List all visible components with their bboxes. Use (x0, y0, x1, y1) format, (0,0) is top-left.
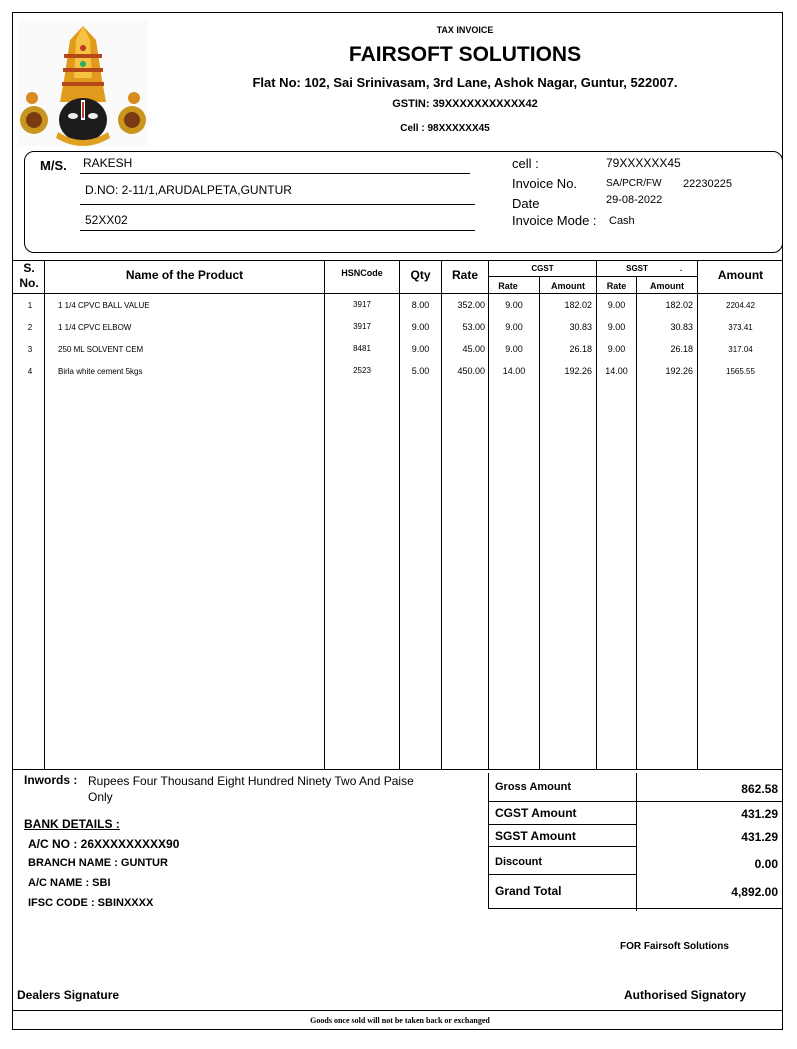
col-divider (488, 260, 489, 769)
cell-product: 1 1/4 CPVC BALL VALUE (58, 301, 150, 310)
cell-cgst-amt: 30.83 (569, 322, 592, 332)
total-value: 4,892.00 (731, 885, 778, 899)
col-divider (441, 260, 442, 769)
header-hsn: HSNCode (341, 268, 383, 278)
cell-sgst-amt: 26.18 (670, 344, 693, 354)
col-divider (596, 260, 597, 769)
inwords-line2: Only (88, 790, 113, 804)
total-value: 862.58 (741, 782, 778, 796)
date-label: Date (512, 196, 540, 211)
total-label: CGST Amount (495, 806, 577, 820)
invoice-date: 29-08-2022 (606, 194, 663, 206)
party-address: D.NO: 2-11/1,ARUDALPETA,GUNTUR (85, 183, 292, 197)
cell-sno: 1 (27, 301, 33, 310)
cell-qty: 9.00 (411, 322, 430, 332)
cell-cgst-amt: 192.26 (564, 366, 592, 376)
cell-cgst-rate: 9.00 (505, 322, 523, 332)
header-sgst-amount: Amount (650, 281, 684, 291)
cell-product: 250 ML SOLVENT CEM (58, 345, 144, 354)
col-divider (324, 260, 325, 769)
tax-subheader-line (488, 276, 697, 277)
party-cell: 79XXXXXX45 (606, 156, 681, 170)
total-value: 0.00 (754, 857, 778, 871)
company-name: FAIRSOFT SOLUTIONS (348, 43, 582, 66)
bank-ac-no: A/C NO : 26XXXXXXXXX90 (28, 837, 180, 851)
invoice-mode: Cash (609, 215, 635, 227)
table-top-line (12, 260, 783, 261)
cell-cgst-rate: 9.00 (505, 344, 523, 354)
total-value: 431.29 (741, 830, 778, 844)
cell-sno: 3 (27, 345, 33, 354)
for-company: FOR Fairsoft Solutions (620, 941, 729, 952)
cell-sgst-rate: 9.00 (607, 344, 626, 354)
address-underline (80, 204, 475, 205)
cell-amount: 2204.42 (726, 301, 755, 310)
cell-hsn: 8481 (353, 344, 371, 353)
header-cgst: CGST (531, 264, 554, 273)
inwords-label: Inwords : (24, 773, 78, 787)
mode-label: Invoice Mode : (512, 213, 597, 228)
header-cgst-rate: Rate (498, 281, 518, 291)
header-qty: Qty (410, 268, 431, 282)
bank-ifsc: IFSC CODE : SBINXXXX (28, 897, 154, 909)
header-sno: S. (23, 261, 35, 275)
col-divider (697, 260, 698, 769)
dealers-signature: Dealers Signature (17, 988, 120, 1002)
invoice-no: 22230225 (683, 178, 732, 190)
invoice-prefix: SA/PCR/FW (606, 178, 662, 189)
col-divider (399, 260, 400, 769)
cell-amount: 317.04 (728, 345, 753, 354)
cell-amount: 373.41 (728, 323, 753, 332)
total-value: 431.29 (741, 807, 778, 821)
cell-cgst-rate: 9.00 (505, 300, 523, 310)
bank-branch: BRANCH NAME : GUNTUR (28, 857, 168, 869)
cell-amount: 1565.55 (726, 367, 755, 376)
cell-sgst-rate: 14.00 (605, 366, 628, 376)
cell-qty: 8.00 (411, 300, 430, 310)
footer-line (12, 1010, 783, 1011)
goods-note: Goods once sold will not be taken back or exchanged (310, 1016, 490, 1025)
cell-sgst-amt: 30.83 (670, 322, 693, 332)
company-gstin: GSTIN: 39XXXXXXXXXXX42 (392, 98, 538, 110)
bank-ac-name: A/C NAME : SBI (28, 877, 111, 889)
deity-logo (18, 20, 148, 146)
total-label: Discount (495, 856, 543, 868)
company-address: Flat No: 102, Sai Srinivasam, 3rd Lane, Ashok Nagar, Guntur, 522007. (252, 75, 678, 90)
cell-product: Birla white cement 5kgs (58, 367, 143, 376)
cell-sgst-rate: 9.00 (607, 300, 626, 310)
total-label: Grand Total (495, 884, 562, 898)
header-sgst-mark: . (680, 264, 683, 273)
cell-rate: 53.00 (462, 322, 485, 332)
cell-hsn: 2523 (353, 366, 371, 375)
cell-sno: 4 (27, 367, 33, 376)
cell-sno: 2 (27, 323, 33, 332)
name-underline (80, 173, 470, 174)
table-header-line (12, 293, 783, 294)
inwords-line1: Rupees Four Thousand Eight Hundred Ninety Two And Paise (88, 774, 414, 788)
party-code: 52XX02 (85, 213, 128, 227)
header-sgst-rate: Rate (606, 281, 627, 291)
authorised-signatory: Authorised Signatory (624, 988, 747, 1002)
cell-sgst-amt: 182.02 (665, 300, 693, 310)
cell-cgst-amt: 26.18 (569, 344, 592, 354)
cell-label: cell : (512, 156, 539, 171)
header-sgst: SGST (626, 264, 648, 273)
cell-sgst-rate: 9.00 (607, 322, 626, 332)
cell-qty: 9.00 (411, 344, 430, 354)
ms-label: M/S. (40, 158, 67, 173)
bank-title: BANK DETAILS : (24, 817, 120, 831)
col-divider (44, 260, 45, 769)
code-underline (80, 230, 475, 231)
total-label: Gross Amount (495, 781, 571, 793)
cell-cgst-amt: 182.02 (564, 300, 592, 310)
header-cgst-amount: Amount (551, 281, 585, 291)
cell-qty: 5.00 (411, 366, 430, 376)
doc-type: TAX INVOICE (436, 25, 494, 35)
cell-sgst-amt: 192.26 (665, 366, 693, 376)
invoice-no-label: Invoice No. (512, 176, 578, 191)
cell-rate: 450.00 (457, 366, 485, 376)
cell-product: 1 1/4 CPVC ELBOW (58, 323, 132, 332)
cell-rate: 352.00 (457, 300, 485, 310)
header-amount: Amount (717, 268, 764, 282)
cell-cgst-rate: 14.00 (502, 366, 526, 376)
cell-hsn: 3917 (353, 322, 371, 331)
cell-rate: 45.00 (462, 344, 485, 354)
cell-hsn: 3917 (353, 300, 371, 309)
header-rate: Rate (451, 268, 478, 282)
header-product: Name of the Product (125, 268, 244, 282)
company-cell: Cell : 98XXXXXX45 (400, 123, 490, 134)
table-bottom-line (12, 769, 783, 770)
total-label: SGST Amount (495, 829, 576, 843)
party-name: RAKESH (83, 156, 133, 170)
header-sno-2: No. (19, 276, 39, 290)
